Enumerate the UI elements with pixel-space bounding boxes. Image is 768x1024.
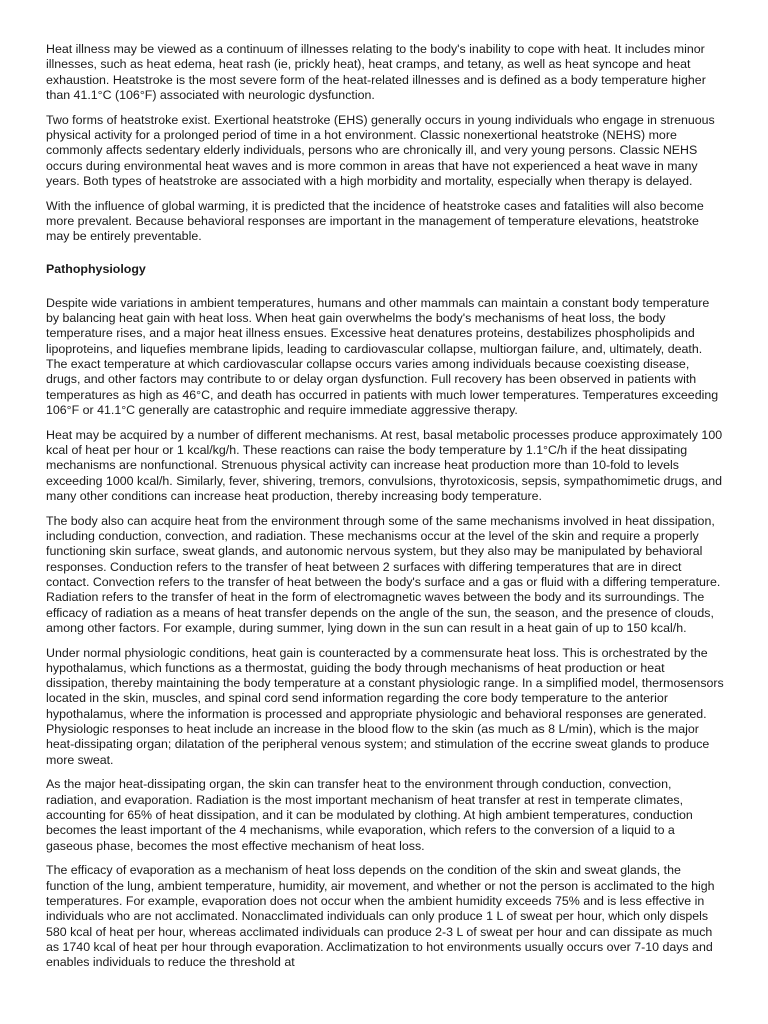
paragraph-global-warming: With the influence of global warming, it is predicted that the incidence of heatstroke cases and fatalities will also become more prevalent. Because behavioral responses are important in the management of temperature elevations, heatstroke may be entirely preventable.	[46, 198, 704, 244]
paragraph-hypothalamus: Under normal physiologic conditions, heat gain is counteracted by a commensurate heat loss. This is orchestrated by the hypothalamus, which functions as a thermostat, guiding the body through mechanisms of heat production or heat dissipation, thereby maintaining the body temperature at a constant physiologic range. In a simplified model, thermosensors located in the skin, muscles, and spinal cord send information regarding the core body temperature to the anterior hypothalamus, where the information is processed and appropriate physiologic and behavioral responses are generated. Physiologic responses to heat include an increase in the blood flow to the skin (as much as 8 L/min), which is the major heat-dissipating organ; dilatation of the peripheral venous system; and stimulation of the eccrine sweat glands to produce more sweat.	[46, 645, 724, 767]
paragraph-environmental-heat: The body also can acquire heat from the environment through some of the same mechanisms involved in heat dissipation, including conduction, convection, and radiation. These mechanisms occur at the level of the skin and require a properly functioning skin surface, sweat glands, and autonomic nervous system, but they also may be manipulated by behavioral responses. Conduction refers to the transfer of heat between 2 surfaces with differing temperatures that are in direct contact. Convection refers to the transfer of heat between the body's surface and a gas or fluid with a differing temperature. Radiation refers to the transfer of heat in the form of electromagnetic waves between the body and its surroundings. The efficacy of radiation as a means of heat transfer depends on the angle of the sun, the season, and the presence of clouds, among other factors. For example, during summer, lying down in the sun can result in a heat gain of up to 150 kcal/h.	[46, 513, 721, 635]
paragraph-heatstroke-forms: Two forms of heatstroke exist. Exertional heatstroke (EHS) generally occurs in young individuals who engage in strenuous physical activity for a prolonged period of time in a hot environment. Classic nonexertional heatstroke (NEHS) more commonly affects sedentary elderly individuals, persons who are chronically ill, and very young persons. Classic NEHS occurs during environmental heat waves and is more common in areas that have not experienced a heat wave in many years. Both types of heatstroke are associated with a high morbidity and mortality, especially when therapy is delayed.	[46, 112, 715, 188]
paragraph-heat-acquisition: Heat may be acquired by a number of different mechanisms. At rest, basal metabolic processes produce approximately 100 kcal of heat per hour or 1 kcal/kg/h. These reactions can raise the body temperature by 1.1°C/h if the heat dissipating mechanisms are nonfunctional. Strenuous physical activity can increase heat production more than 10-fold to levels exceeding 1000 kcal/h. Similarly, fever, shivering, tremors, convulsions, thyrotoxicosis, sepsis, sympathomimetic drugs, and many other conditions can increase heat production, thereby increasing body temperature.	[46, 427, 723, 503]
paragraph-evaporation: The efficacy of evaporation as a mechanism of heat loss depends on the condition of the skin and sweat glands, the function of the lung, ambient temperature, humidity, air movement, and whether or not the person is acclimated to the high temperatures. For example, evaporation does not occur when the ambient humidity exceeds 75% and is less effective in individuals who are not acclimated. Nonacclimated individuals can only produce 1 L of sweat per hour, which only dispels 580 kcal of heat per hour, whereas acclimated individuals can produce 2-3 L of sweat per hour and can dissipate as much as 1740 kcal of heat per hour through evaporation. Acclimatization to hot environments usually occurs over 7-10 days and enables individuals to reduce the threshold at	[46, 863, 715, 970]
paragraph-temperature-balance: Despite wide variations in ambient temperatures, humans and other mammals can maintain a constant body temperature by balancing heat gain with heat loss. When heat gain overwhelms the body's mechanisms of heat loss, the body temperature rises, and a major heat illness ensues. Excessive heat denatures proteins, destabilizes phospholipids and lipoproteins, and liquefies membrane lipids, leading to cardiovascular collapse, multiorgan failure, and, ultimately, death. The exact temperature at which cardiovascular collapse occurs varies among individuals because coexisting disease, drugs, and other factors may contribute to or delay organ dysfunction. Full recovery has been observed in patients with temperatures as high as 46°C, and death has occurred in patients with much lower temperatures. Temperatures exceeding 106°F or 41.1°C generally are catastrophic and require immediate aggressive therapy.	[46, 295, 719, 417]
paragraph-skin-heat-transfer: As the major heat-dissipating organ, the skin can transfer heat to the environment through conduction, convection, radiation, and evaporation. Radiation is the most important mechanism of heat transfer at rest in temperate climates, accounting for 65% of heat dissipation, and it can be modulated by clothing. At high ambient temperatures, conduction becomes the least important of the 4 mechanisms, while evaporation, which refers to the conversion of a liquid to a gaseous phase, becomes the most effective mechanism of heat loss.	[46, 777, 693, 853]
paragraph-heat-illness: Heat illness may be viewed as a continuum of illnesses relating to the body's inability to cope with heat. It includes minor illnesses, such as heat edema, heat rash (ie, prickly heat), heat cramps, and tetany, as well as heat syncope and heat exhaustion. Heatstroke is the most severe form of the heat-related illnesses and is defined as a body temperature higher than 41.1°C (106°F) associated with neurologic dysfunction.	[46, 42, 706, 102]
section-heading-pathophysiology: Pathophysiology	[46, 261, 146, 276]
